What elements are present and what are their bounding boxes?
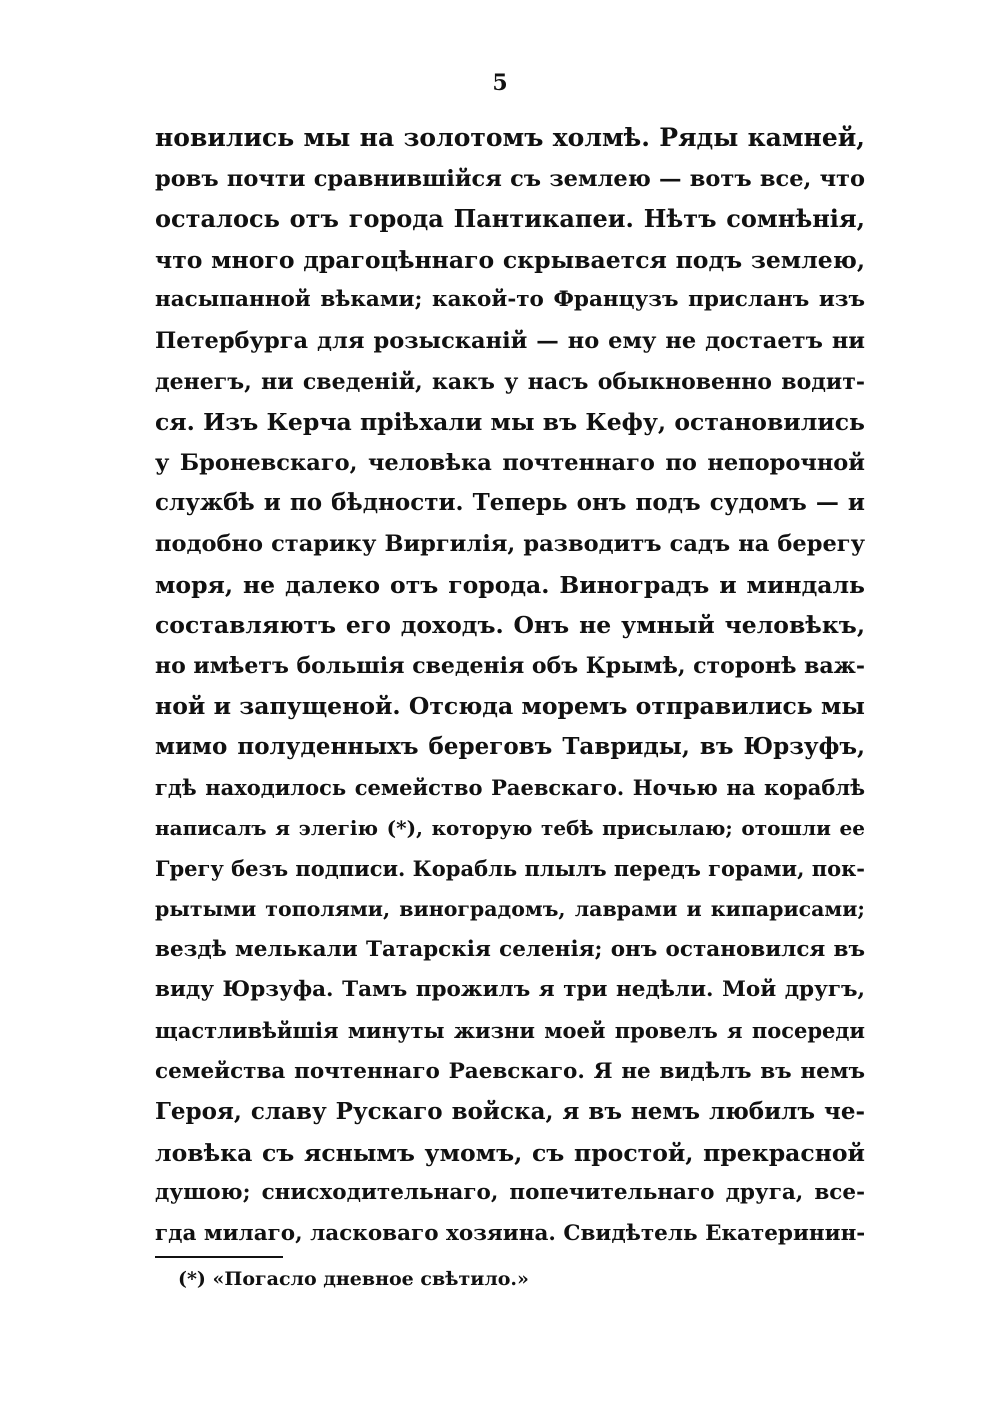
text-line: подобно старику Виргилія, разводитъ садъ на берегу <box>155 530 865 557</box>
text-line: ся. Изъ Керча пріѣхали мы въ Кефу, остановились <box>155 408 865 437</box>
text-line: Героя, славу Рускаго войска, я въ немъ любилъ че- <box>155 1098 865 1126</box>
page-number: 5 <box>492 70 508 96</box>
text-line: ловѣка съ яснымъ умомъ, съ простой, прекрасной <box>155 1138 865 1167</box>
footnote-rule <box>155 1256 283 1258</box>
text-line: но имѣетъ большія сведенія объ Крымѣ, сторонѣ важ- <box>155 652 865 679</box>
text-line: службѣ и по бѣдности. Теперь онъ подъ судомъ — и <box>155 489 865 517</box>
text-line: ровъ почти сравнившійся съ землею — вотъ все, что <box>155 165 865 192</box>
text-line: рытыми тополями, виноградомъ, лаврами и кипарисами; <box>155 897 865 922</box>
text-line: осталось отъ города Пантикапеи. Нѣтъ сомнѣнія, <box>155 204 865 234</box>
text-line: щастливѣйшія минуты жизни моей провелъ я посереди <box>155 1018 865 1044</box>
text-line: ной и запущеной. Отсюда моремъ отправились мы <box>155 692 865 721</box>
text-line: душою; снисходительнаго, попечительнаго друга, все- <box>155 1180 865 1206</box>
text-line: что много драгоцѣннаго скрывается подъ землею, <box>155 245 865 274</box>
text-line: вездѣ мелькали Татарскія селенія; онъ остановился въ <box>155 936 865 962</box>
text-line: виду Юрзуфа. Тамъ прожилъ я три недѣли. Мой другъ, <box>155 977 865 1003</box>
text-line: написалъ я элегію (*), которую тебѣ присылаю; отошли ее <box>155 816 865 841</box>
text-line: гдѣ находилось семейство Раевскаго. Ночью на кораблѣ <box>155 774 865 800</box>
text-line: Петербурга для розысканій — но ему не достаетъ ни <box>155 327 865 354</box>
text-line: мимо полуденныхъ береговъ Тавриды, въ Юрзуфъ, <box>155 732 865 760</box>
footnote: (*) «Погасло дневное свѣтило.» <box>178 1268 529 1290</box>
text-line: гда милаго, ласковаго хозяина. Свидѣтель Екатеринин- <box>155 1221 865 1247</box>
text-line: у Броневскаго, человѣка почтеннаго по непорочной <box>155 449 865 476</box>
text-line: моря, не далеко отъ города. Виноградъ и миндаль <box>155 570 865 599</box>
text-line: денегъ, ни сведеній, какъ у насъ обыкновенно водит- <box>155 368 865 395</box>
text-line: новились мы на золотомъ холмѣ. Ряды камней, <box>155 123 865 152</box>
text-line: насыпанной вѣками; какой-то Французъ присланъ изъ <box>155 287 865 313</box>
text-line: составляютъ его доходъ. Онъ не умный человѣкъ, <box>155 611 865 640</box>
text-line: Грегу безъ подписи. Корабль плылъ передъ горами, пок- <box>155 855 865 881</box>
text-line: семейства почтеннаго Раевскаго. Я не видѣлъ въ немъ <box>155 1058 865 1084</box>
body-text <box>155 118 865 1255</box>
